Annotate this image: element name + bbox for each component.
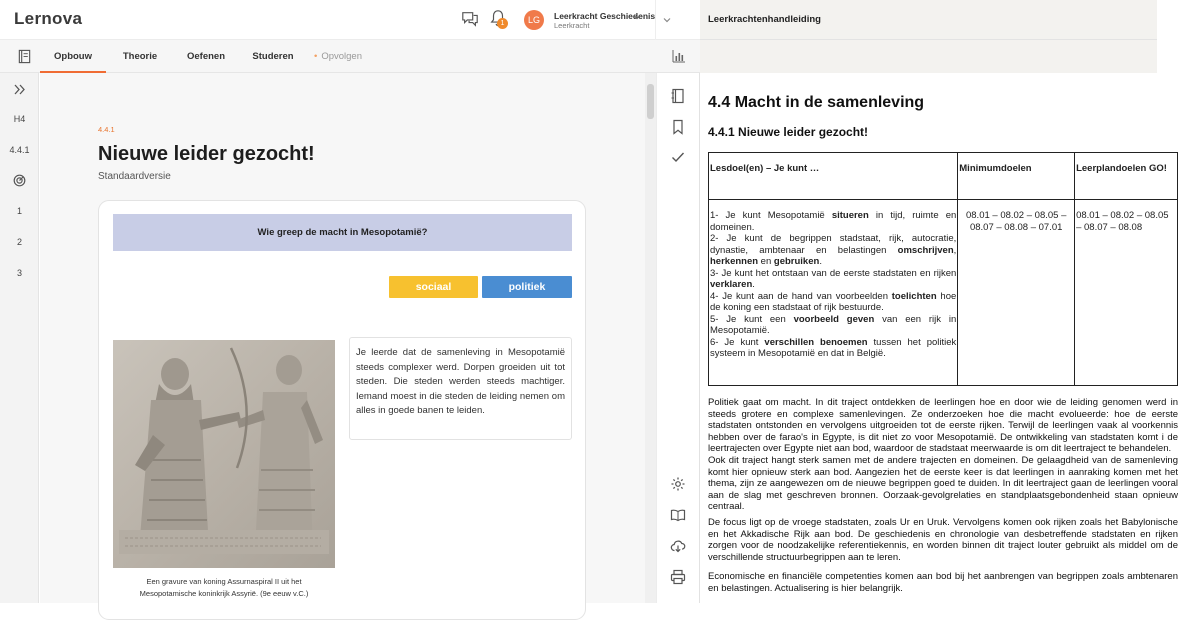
notifications-button[interactable] (489, 9, 509, 31)
tab-oefenen[interactable]: Oefenen (186, 51, 225, 62)
user-role: Leerkracht (554, 21, 590, 30)
goal-item: 3- Je kunt het ontstaan van de eerste stadstaten en rijken verklaren. (710, 267, 957, 290)
version-label: Standaardversie (98, 171, 171, 182)
table-header: Lesdoel(en) – Je kunt … (709, 153, 958, 200)
section-crumb: 4.4.1 (98, 125, 115, 134)
content-scrollbar[interactable] (645, 73, 656, 603)
print-icon[interactable] (670, 569, 686, 585)
guide-title: Leerkrachtenhandleiding (708, 14, 821, 25)
tool-strip (656, 73, 700, 603)
table-header: Leerplandoelen GO! (1075, 153, 1178, 200)
nav-item-1[interactable]: 1 (16, 206, 22, 216)
tab-opvolgen[interactable] (314, 40, 362, 73)
dot-icon: • (314, 51, 318, 62)
guide-chapter-heading: 4.4 Macht in de samenleving (708, 94, 925, 111)
guide-toolbar (700, 40, 1157, 73)
teacher-guide-document (700, 73, 1178, 603)
target-icon[interactable] (13, 174, 26, 187)
app-header (0, 0, 700, 40)
user-name[interactable]: Leerkracht Geschiedenis (554, 11, 656, 21)
curriculum-goals-cell: 08.01 – 08.02 – 08.05 – 08.07 – 08.08 (1075, 200, 1178, 386)
scrollbar-thumb[interactable] (647, 84, 654, 119)
cloud-download-icon[interactable] (670, 538, 686, 554)
header-divider (655, 0, 656, 40)
goal-item: 1- Je kunt Mesopotamië situeren in tijd, ruimte en domeinen. (710, 210, 957, 233)
notification-badge: 1 (497, 18, 508, 29)
guide-paragraph: De focus ligt op de vroege stadstaten, zoals Ur en Uruk. Vervolgens komen ook rijken zoals het Babylonische en het Akkadische Rijk aan bod. De geschiedenis en chronologie van desbetreffende stadstaten en rijken zorgen voor de noodzakelijke referentiekennis, en worden binnen dit traject louter gebruikt als middel om de verschillende structuurbegrippen aan te leren. (708, 517, 1178, 563)
tab-opbouw[interactable]: Opbouw (40, 40, 106, 73)
tag-politiek[interactable]: politiek (482, 276, 572, 298)
guide-paragraph: Ook dit traject hangt sterk samen met de andere trajecten en domeinen. De gelaagdheid van de samenleving komt hier opnieuw sterk aan bod. Aangezien het de eerste keer is dat leerlingen in aanraking komen met het thema, zijn ze aangewezen om de nieuwe begrippen goed te duiden. In dit leertraject gaan de leerlingen vooral aan de slag met geschreven bronnen. Oorzaak-gevolgrelaties en standplaatsgebondenheid staan opnieuw centraal. (708, 455, 1178, 513)
tab-opvolgen-label: Opvolgen (321, 51, 362, 62)
goals-table (708, 152, 1178, 386)
image-caption (113, 576, 335, 600)
user-avatar[interactable]: LG (524, 10, 544, 30)
nav-item-3[interactable]: 3 (16, 268, 22, 278)
goal-item: 6- Je kunt verschillen benoemen tussen het politiek systeem in Mesopotamië en dat in België. (710, 336, 957, 359)
tab-studeren[interactable]: Studeren (252, 51, 294, 62)
bar-chart-icon[interactable] (672, 49, 686, 63)
nav-item-h4[interactable]: H4 (13, 114, 26, 124)
page-title: Nieuwe leider gezocht! (98, 143, 315, 165)
chevron-down-icon[interactable] (662, 15, 672, 25)
notebook-icon[interactable] (670, 88, 686, 104)
open-book-icon[interactable] (670, 507, 686, 523)
tab-theorie[interactable]: Theorie (122, 51, 158, 62)
tab-bar (0, 40, 700, 73)
guide-section-heading: 4.4.1 Nieuwe leider gezocht! (708, 125, 869, 139)
guide-paragraph: Politiek gaat om macht. In dit traject ontdekken de leerlingen hoe en door wie de leiding genomen werd in steeds grotere en complexe samenlevingen. Ze onderzoeken hoe die macht evolueerde: hoe de eerste stadstaten ontstonden en vervolgens uitgroeiden tot de eerste rijken. Terwijl de leerlingen vaak al voorkennis hebben over de farao's in Egypte, is dit niet zo voor Mesopotamië. De ontwikkeling van stadstaten komt i de leertrajecten over Egypte niet aan bod, waardoor de stadstaat meerwaarde is om dit leertraject te behandelen. (708, 397, 1178, 455)
lesson-card (98, 200, 586, 620)
chevron-down-icon[interactable] (632, 12, 642, 22)
minimum-goals-cell: 08.01 – 08.02 – 08.05 – 08.07 – 08.08 – 07.01 (958, 200, 1075, 386)
bookmark-icon[interactable] (670, 119, 686, 135)
double-chevron-right-icon[interactable] (13, 83, 26, 96)
chapter-nav (0, 73, 39, 603)
caption-line: Een gravure van koning Assurnaspiral II uit het (146, 577, 302, 586)
question-banner: Wie greep de macht in Mesopotamië? (113, 214, 572, 251)
goal-item: 2- Je kunt de begrippen stadstaat, rijk, autocratie, dynastie, ambtenaar en belastingen omschrijven, herkennen en gebruiken. (710, 233, 957, 267)
table-header: Minimumdoelen (958, 153, 1075, 200)
tag-sociaal[interactable]: sociaal (389, 276, 478, 298)
app-logo[interactable]: Lernova (14, 9, 83, 28)
guide-header (700, 0, 1157, 40)
goal-item: 5- Je kunt een voorbeeld geven van een rijk in Mesopotamië. (710, 313, 957, 336)
goal-item: 4- Je kunt aan de hand van voorbeelden toelichten hoe de koning een stadstaat of rijk bestuurde. (710, 290, 957, 313)
check-icon[interactable] (670, 149, 686, 165)
guide-paragraph: Economische en financiële competenties komen aan bod bij het aanbrengen van begrippen zoals ambtenaren en belastingen. Actualisering is hier belangrijk. (708, 571, 1178, 594)
gear-icon[interactable] (670, 476, 686, 492)
assyrian-relief-image[interactable] (113, 340, 335, 568)
intro-text: Je leerde dat de samenleving in Mesopotamië steeds complexer werd. Dorpen groeiden uit tot steden. Die steden werden steeds machtiger. Iemand moest in die steden de leiding nemen om alles in goede banen te leiden. (349, 337, 572, 440)
nav-item-section[interactable]: 4.4.1 (9, 145, 30, 155)
chat-icon[interactable] (461, 10, 479, 28)
lesson-goals-cell (709, 200, 958, 386)
lesson-content (40, 73, 645, 603)
caption-line: Mesopotamische koninkrijk Assyrië. (9e eeuw v.C.) (139, 589, 309, 598)
nav-item-2[interactable]: 2 (16, 237, 22, 247)
book-icon[interactable] (17, 49, 32, 64)
